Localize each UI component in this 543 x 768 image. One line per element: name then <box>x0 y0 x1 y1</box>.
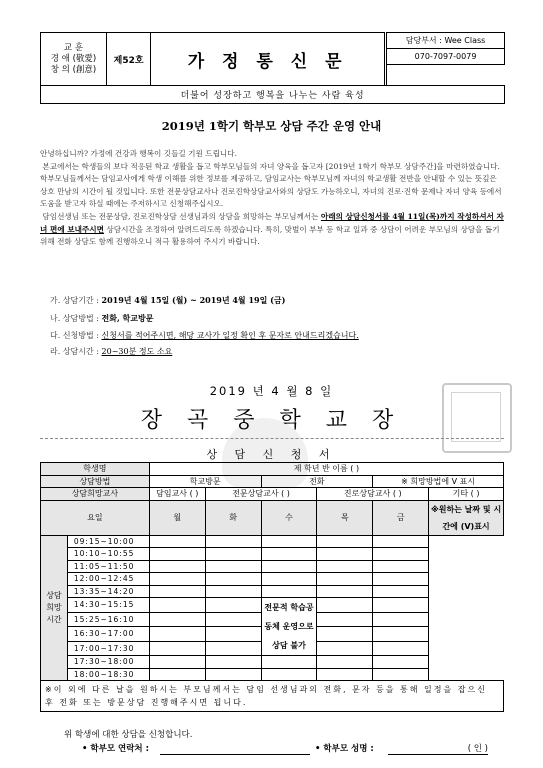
slot-checkbox[interactable] <box>373 612 429 627</box>
intro-text <box>40 148 504 249</box>
slot-checkbox[interactable] <box>317 573 373 586</box>
slot-checkbox[interactable] <box>373 535 429 548</box>
time-label: 상담 희망 시간 <box>41 535 68 681</box>
slot-checkbox[interactable] <box>149 573 205 586</box>
slot-checkbox[interactable] <box>261 585 317 598</box>
time-slot-row <box>41 598 504 613</box>
blocked-slot-notice: 전문적 학습공동체 운영으로 상담 불가 <box>261 598 317 656</box>
slot-checkbox[interactable] <box>261 668 317 681</box>
slot-checkbox[interactable] <box>205 560 261 573</box>
slot-checkbox[interactable] <box>205 656 261 669</box>
slot-checkbox[interactable] <box>149 656 205 669</box>
slot-checkbox[interactable] <box>373 548 429 561</box>
info-list <box>50 292 490 361</box>
motto-label: 교 훈 <box>63 42 84 53</box>
time-slot: 16:30~17:00 <box>67 627 149 642</box>
time-slot: 13:35~14:20 <box>67 585 149 598</box>
slot-checkbox[interactable] <box>149 627 205 642</box>
slot-checkbox[interactable] <box>373 573 429 586</box>
slot-checkbox[interactable] <box>373 641 429 656</box>
day-wed: 수 <box>261 500 317 535</box>
parent-name-field[interactable] <box>388 742 488 755</box>
alternate-schedule-note: ※이 외에 다른 날을 원하시는 부모님께서는 담임 선생님과의 전화, 문자 등을 통해 일정을 잡으신 후 전화 또는 방문상담 진행해주시면 됩니다. <box>41 681 504 712</box>
day-mon: 월 <box>149 500 205 535</box>
slot-checkbox[interactable] <box>149 548 205 561</box>
time-slot: 10:10~10:55 <box>67 548 149 561</box>
slot-checkbox[interactable] <box>205 641 261 656</box>
info-duration: 라. 상담시간 : 20~30분 정도 소요 <box>50 347 173 357</box>
slot-checkbox[interactable] <box>261 656 317 669</box>
side-note: ※원하는 날짜 및 시간에 (V)표시 <box>430 504 502 531</box>
slot-checkbox[interactable] <box>261 535 317 548</box>
intro-paragraph-1: 본교에서는 학생들의 보다 적응된 학교 생활을 돕고 학부모님들의 자녀 양육을 돕고자 [2019년 1학기 학부모 상담주간]을 마련하였습니다. 학부모님들께서는 담임교사에게 학생 이해를 위한 정보를 제공하고, 담임교사는 학부모님께 자녀의 학교생활 전반을 안내할 수 있는 뜻깊은 상호 만남의 시간이 될 것입니다. 또한 전문상담교사나 진로진학상담교사와의 상담도 가능하오니, 자녀의 진로·진학 문제나 자녀 양육 등에서 도움을 받고자 하실 때에는 주저하시고 신청해주십시오. <box>40 161 502 209</box>
motto-1: 경 애 (敬愛) <box>50 53 97 64</box>
deadline-notice: 아래의 상담신청서를 4월 11일(목)까지 작성하셔서 자녀 편에 보내주시면 <box>40 211 504 234</box>
slot-checkbox[interactable] <box>205 548 261 561</box>
time-slot-row <box>41 535 504 548</box>
slot-checkbox[interactable] <box>205 535 261 548</box>
info-method: 나. 상담방법 : 전화, 학교방문 <box>50 312 154 323</box>
issue-number: 제52호 <box>113 55 144 66</box>
parent-contact-label: • 학부모 연락처 : <box>82 744 149 754</box>
slot-checkbox[interactable] <box>149 612 205 627</box>
day-fri: 금 <box>373 500 429 535</box>
school-motto <box>41 33 107 86</box>
slot-checkbox[interactable] <box>373 627 429 642</box>
phone-number: 070-7097-0079 <box>387 49 505 65</box>
application-form <box>40 462 504 712</box>
slot-checkbox[interactable] <box>205 585 261 598</box>
slot-checkbox[interactable] <box>317 627 373 642</box>
slot-checkbox[interactable] <box>373 560 429 573</box>
method-phone-option[interactable]: 전화 <box>261 475 373 488</box>
slot-checkbox[interactable] <box>317 612 373 627</box>
intro-paragraph-2b: 상담시간을 조정하여 알려드리도록 하겠습니다. 특히, 맞벌이 부부 등 학교 일과 중 상담이 어려운 부모님의 상담을 돕기 위해 전화 상담도 함께 진행하오니 적극 활용하여 주시기 바랍니다. <box>40 224 500 247</box>
info-period: 가. 상담기간 : 2019년 4월 15일 (월) ~ 2019년 4월 19일 (금) <box>50 295 286 305</box>
intro-paragraph-2a: 담임선생님 또는 전문상담, 진로진학상담 선생님과의 상담을 희망하는 부모님께서는 <box>42 211 321 221</box>
teacher-counselor-option[interactable]: 전문상담교사 ( ) <box>205 488 317 501</box>
greeting: 안녕하십니까? 가정에 건강과 행복이 깃들길 기원 드립니다. <box>40 149 238 158</box>
slot-checkbox[interactable] <box>317 656 373 669</box>
slot-checkbox[interactable] <box>373 598 429 613</box>
info-apply: 다. 신청방법 : 신청서를 적어주시면, 해당 교사가 일정 확인 후 문자로 안내드리겠습니다. <box>50 330 359 340</box>
time-slot-row <box>41 548 504 561</box>
form-title: 상 담 신 청 서 <box>206 448 337 461</box>
day-thu: 목 <box>317 500 373 535</box>
slot-checkbox[interactable] <box>261 548 317 561</box>
time-slot-row <box>41 573 504 586</box>
slot-checkbox[interactable] <box>149 560 205 573</box>
slot-checkbox[interactable] <box>205 573 261 586</box>
parent-contact-field[interactable] <box>160 742 310 755</box>
cut-line <box>40 438 504 439</box>
seal-mark: ( 인 ) <box>467 744 488 754</box>
teacher-homeroom-option[interactable]: 담임교사 ( ) <box>149 488 205 501</box>
slot-checkbox[interactable] <box>149 585 205 598</box>
teacher-other-option[interactable]: 기타 ( ) <box>429 488 504 501</box>
slot-checkbox[interactable] <box>205 668 261 681</box>
slot-checkbox[interactable] <box>317 548 373 561</box>
department: 담당부서 : Wee Class <box>387 33 505 49</box>
day-tue: 화 <box>205 500 261 535</box>
slot-checkbox[interactable] <box>317 598 373 613</box>
time-slot-row <box>41 585 504 598</box>
day-label: 요일 <box>41 500 150 535</box>
school-slogan: 더불어 성장하고 행복을 나누는 사람 육성 <box>41 86 505 104</box>
time-slot-row <box>41 656 504 669</box>
slot-checkbox[interactable] <box>149 668 205 681</box>
method-hint: ※ 희망방법에 V 표시 <box>373 475 504 488</box>
student-name-label: 학생명 <box>41 463 150 476</box>
official-seal-icon <box>442 383 512 453</box>
slot-checkbox[interactable] <box>261 573 317 586</box>
slot-checkbox[interactable] <box>317 585 373 598</box>
student-name-field[interactable]: 제 학년 반 이름 ( ) <box>149 463 503 476</box>
apply-statement: 위 학생에 대한 상담을 신청합니다. <box>64 730 193 740</box>
slot-checkbox[interactable] <box>373 656 429 669</box>
time-slot: 12:00~12:45 <box>67 573 149 586</box>
time-slot: 18:00~18:30 <box>67 668 149 681</box>
method-label: 상담방법 <box>41 475 150 488</box>
document-title: 2019년 1학기 학부모 상담 주간 운영 안내 <box>161 119 382 133</box>
slot-checkbox[interactable] <box>317 560 373 573</box>
slot-checkbox[interactable] <box>373 668 429 681</box>
newsletter-title: 가 정 통 신 문 <box>187 51 348 72</box>
slot-checkbox[interactable] <box>149 641 205 656</box>
slot-checkbox[interactable] <box>205 627 261 642</box>
slot-checkbox[interactable] <box>149 535 205 548</box>
time-slot: 11:05~11:50 <box>67 560 149 573</box>
slot-checkbox[interactable] <box>317 535 373 548</box>
time-slot: 14:30~15:15 <box>67 598 149 613</box>
slot-checkbox[interactable] <box>149 598 205 613</box>
motto-2: 창 의 (創意) <box>50 64 97 75</box>
slot-checkbox[interactable] <box>261 560 317 573</box>
time-slot: 09:15~10:00 <box>67 535 149 548</box>
slot-checkbox[interactable] <box>317 641 373 656</box>
issue-date: 2019 년 4 월 8 일 <box>209 384 334 398</box>
newsletter-header <box>40 32 505 104</box>
time-slot: 17:00~17:30 <box>67 641 149 656</box>
time-slot-row <box>41 560 504 573</box>
teacher-label: 상담희망교사 <box>41 488 150 501</box>
form-footer <box>40 728 504 756</box>
side-note-cell <box>429 500 504 535</box>
time-slot: 15:25~16:10 <box>67 612 149 627</box>
teacher-career-option[interactable]: 진로상담교사 ( ) <box>317 488 429 501</box>
parent-name-label: • 학부모 성명 : <box>315 744 374 754</box>
slot-checkbox[interactable] <box>205 598 261 613</box>
method-visit-option[interactable]: 학교방문 <box>149 475 261 488</box>
time-slot: 17:30~18:00 <box>67 656 149 669</box>
principal-signature: 장 곡 중 학 교 장 <box>140 408 403 433</box>
slot-checkbox[interactable] <box>205 612 261 627</box>
slot-checkbox[interactable] <box>373 585 429 598</box>
slot-checkbox[interactable] <box>317 668 373 681</box>
time-slot-row <box>41 668 504 681</box>
